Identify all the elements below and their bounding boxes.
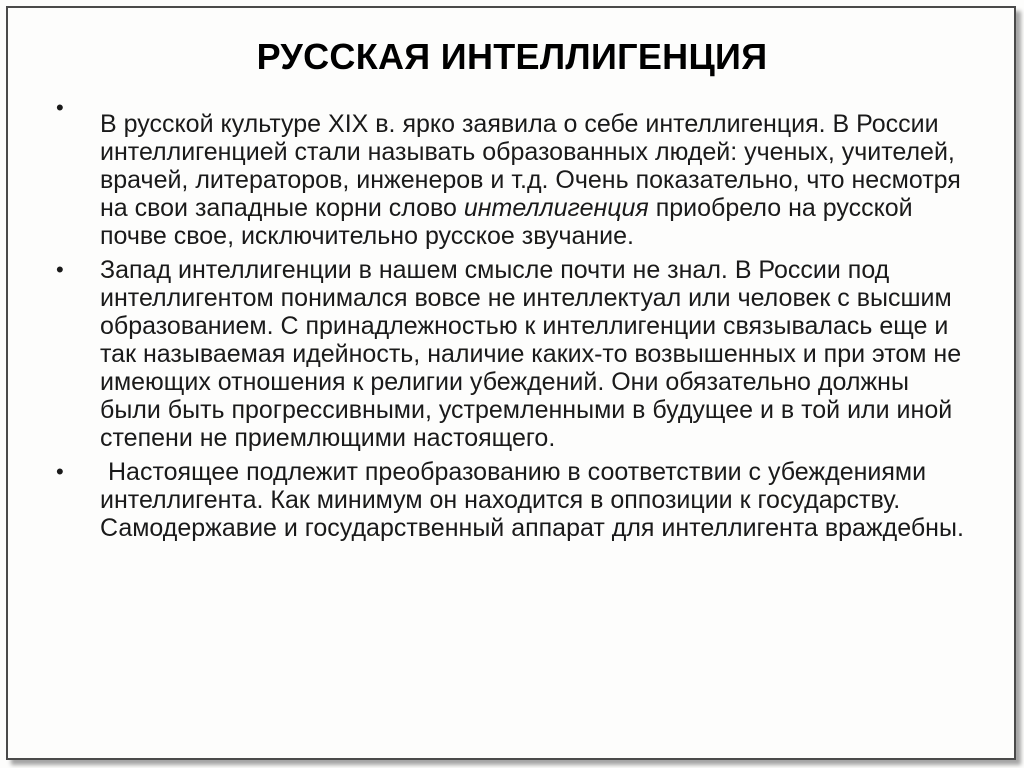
bullet-text-part: В русской культуре XIX в. ярко заявила о себе интеллигенция. В России интеллигенцией стали называть образованных людей: ученых, учителей, врачей, литераторов, инженеров и т.д. Очень показательно, что несмотря на свои западные корни слово: [100, 110, 961, 222]
bullet-icon: •: [56, 459, 64, 484]
bullet-item: [56, 458, 976, 542]
bullet-text-part: приобрело на русской почве свое, исключительно русское звучание.: [100, 194, 913, 250]
bullet-item: [56, 96, 976, 250]
bullet-text: Запад интеллигенции в нашем смысле почти не знал. В России под интеллигентом понимался вовсе не интеллектуал или человек с высшим образованием. С принадлежностью к интеллигенции связывалась еще и так называемая идейность, наличие каких-то возвышенных и при этом не имеющих отношения к религии убеждений. Они обязательно должны были быть прогрессивными, устремленными в будущее и в той или иной степени не приемлющими настоящего.: [100, 256, 962, 452]
bullet-text: Настоящее подлежит преобразованию в соответствии с убеждениями интеллигента. Как минимум он находится в оппозиции к государству. Самодержавие и государственный аппарат для интеллигента враждебны.: [100, 458, 964, 542]
bullet-icon: •: [56, 95, 64, 120]
bullet-list: [56, 96, 976, 542]
bullet-text: [100, 96, 976, 250]
bullet-item: [56, 256, 976, 452]
bullet-icon: •: [56, 257, 64, 282]
emphasized-term: интеллигенция: [463, 194, 649, 222]
slide-title: РУССКАЯ ИНТЕЛЛИГЕНЦИЯ: [256, 36, 768, 77]
